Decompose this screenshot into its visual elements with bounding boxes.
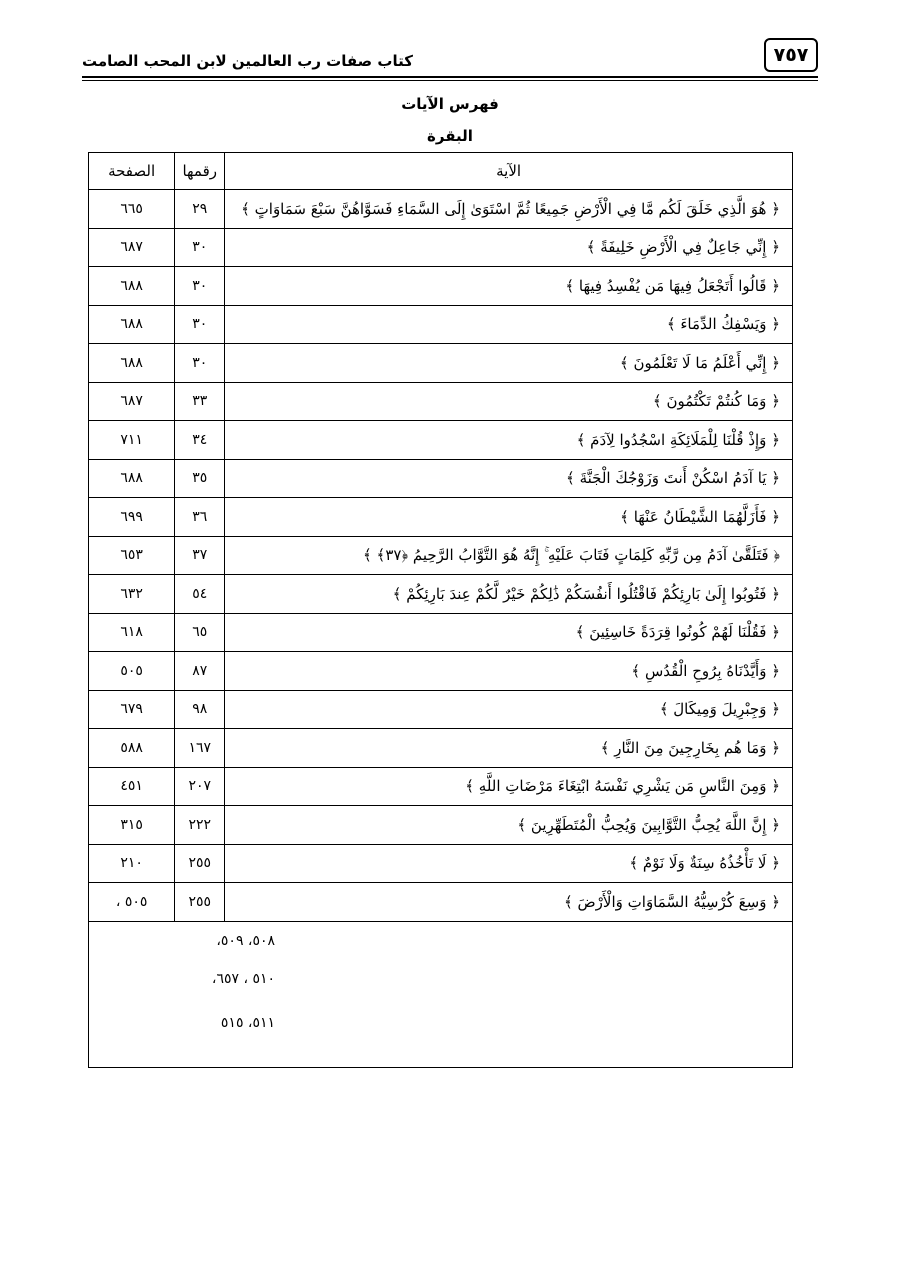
verse-number-cell: ٨٧ bbox=[175, 652, 225, 691]
verse-number-cell: ٢٢٢ bbox=[175, 806, 225, 845]
table-row bbox=[89, 382, 793, 421]
verse-cell: ﴿ وَإِذْ قُلْنَا لِلْمَلَائِكَةِ اسْجُدُوا لِآدَمَ ﴾ bbox=[225, 421, 793, 460]
verse-number-cell: ٢٠٧ bbox=[175, 767, 225, 806]
verse-cell: ﴿ وَأَيَّدْنَاهُ بِرُوحِ الْقُدُسِ ﴾ bbox=[225, 652, 793, 691]
extra-pages-line: ٥١٠ ، ٦٥٧، bbox=[211, 971, 275, 987]
verse-cell: ﴿ هُوَ الَّذِي خَلَقَ لَكُم مَّا فِي الْأَرْضِ جَمِيعًا ثُمَّ اسْتَوَىٰ إِلَى السَّمَاءِ فَسَوَّاهُنَّ سَبْعَ سَمَاوَاتٍ ﴾ bbox=[225, 190, 793, 229]
verse-number-cell: ٩٨ bbox=[175, 690, 225, 729]
verse-number-cell: ٣٦ bbox=[175, 498, 225, 537]
verse-number-cell: ٢٥٥ bbox=[175, 883, 225, 922]
header-page: الصفحة bbox=[89, 153, 175, 190]
page-cell: ٥٠٥ ، bbox=[89, 883, 175, 922]
header-number: رقمها bbox=[175, 153, 225, 190]
table-row bbox=[89, 806, 793, 845]
verse-cell: ﴿ إِنَّ اللَّهَ يُحِبُّ التَّوَّابِينَ وَيُحِبُّ الْمُتَطَهِّرِينَ ﴾ bbox=[225, 806, 793, 845]
page-cell: ٦١٨ bbox=[89, 613, 175, 652]
verse-number-cell: ٢٩ bbox=[175, 190, 225, 229]
header-rule-thin bbox=[82, 80, 818, 81]
verse-number-cell: ٣٥ bbox=[175, 459, 225, 498]
verse-cell: ﴿ وَسِعَ كُرْسِيُّهُ السَّمَاوَاتِ وَالْأَرْضَ ﴾ bbox=[225, 883, 793, 922]
verse-cell: ﴿ قَالُوا أَتَجْعَلُ فِيهَا مَن يُفْسِدُ فِيهَا ﴾ bbox=[225, 267, 793, 306]
table-row bbox=[89, 536, 793, 575]
verse-cell: ﴿ لَا تَأْخُذُهُ سِنَةٌ وَلَا نَوْمٌ ﴾ bbox=[225, 844, 793, 883]
extra-pages-line: ٥١١، ٥١٥ bbox=[220, 1015, 275, 1031]
verse-cell: ﴿ وَيَسْفِكُ الدِّمَاءَ ﴾ bbox=[225, 305, 793, 344]
verse-number-cell: ٣٤ bbox=[175, 421, 225, 460]
table-row bbox=[89, 844, 793, 883]
table-row bbox=[89, 459, 793, 498]
verse-cell: ﴿ وَجِبْرِيلَ وَمِيكَالَ ﴾ bbox=[225, 690, 793, 729]
page-cell: ٦٣٢ bbox=[89, 575, 175, 614]
page-cell: ٣١٥ bbox=[89, 806, 175, 845]
table-header-row bbox=[89, 153, 793, 190]
verse-number-cell: ٦٥ bbox=[175, 613, 225, 652]
table-row bbox=[89, 228, 793, 267]
verse-number-cell: ٣٠ bbox=[175, 344, 225, 383]
table-row bbox=[89, 883, 793, 922]
page-number: ٧٥٧ bbox=[764, 38, 818, 72]
page-cell: ٦٨٨ bbox=[89, 344, 175, 383]
page-cell: ٥٨٨ bbox=[89, 729, 175, 768]
verse-cell: ﴿ فَأَزَلَّهُمَا الشَّيْطَانُ عَنْهَا ﴾ bbox=[225, 498, 793, 537]
table-row bbox=[89, 190, 793, 229]
table-row bbox=[89, 498, 793, 537]
verse-cell: ﴿ إِنِّي أَعْلَمُ مَا لَا تَعْلَمُونَ ﴾ bbox=[225, 344, 793, 383]
verse-number-cell: ٣٠ bbox=[175, 228, 225, 267]
page-cell: ٦٨٨ bbox=[89, 459, 175, 498]
page-cell: ٦٦٥ bbox=[89, 190, 175, 229]
index-title: فهرس الآيات bbox=[401, 95, 499, 113]
page-cell: ٢١٠ bbox=[89, 844, 175, 883]
page-cell: ٦٨٨ bbox=[89, 305, 175, 344]
page-cell: ٦٥٣ bbox=[89, 536, 175, 575]
table-row bbox=[89, 729, 793, 768]
page-cell: ٤٥١ bbox=[89, 767, 175, 806]
verse-cell: ﴿ وَمِنَ النَّاسِ مَن يَشْرِي نَفْسَهُ ابْتِغَاءَ مَرْضَاتِ اللَّهِ ﴾ bbox=[225, 767, 793, 806]
table-row bbox=[89, 767, 793, 806]
verse-number-cell: ١٦٧ bbox=[175, 729, 225, 768]
verse-number-cell: ٣٧ bbox=[175, 536, 225, 575]
verse-cell: ﴿ يَا آدَمُ اسْكُنْ أَنتَ وَزَوْجُكَ الْجَنَّةَ ﴾ bbox=[225, 459, 793, 498]
verse-cell: ﴿ فَقُلْنَا لَهُمْ كُونُوا قِرَدَةً خَاسِئِينَ ﴾ bbox=[225, 613, 793, 652]
verse-cell: ﴿ وَمَا كُنتُمْ تَكْتُمُونَ ﴾ bbox=[225, 382, 793, 421]
verse-number-cell: ٢٥٥ bbox=[175, 844, 225, 883]
verse-number-cell: ٣٣ bbox=[175, 382, 225, 421]
verse-cell: ﴿ وَمَا هُم بِخَارِجِينَ مِنَ النَّارِ ﴾ bbox=[225, 729, 793, 768]
table-row bbox=[89, 305, 793, 344]
surah-title: البقرة bbox=[427, 127, 473, 145]
verse-number-cell: ٣٠ bbox=[175, 305, 225, 344]
verse-index-table bbox=[88, 152, 793, 1068]
page-cell: ٦٨٧ bbox=[89, 382, 175, 421]
verse-cell: ﴿ إِنِّي جَاعِلٌ فِي الْأَرْضِ خَلِيفَةً ﴾ bbox=[225, 228, 793, 267]
header-verse: الآية bbox=[225, 153, 793, 190]
verse-cell: ﴿ فَتُوبُوا إِلَىٰ بَارِئِكُمْ فَاقْتُلُوا أَنفُسَكُمْ ذَٰلِكُمْ خَيْرٌ لَّكُمْ عِندَ بَارِئِكُمْ ﴾ bbox=[225, 575, 793, 614]
table-row bbox=[89, 575, 793, 614]
table-row bbox=[89, 652, 793, 691]
verse-number-cell: ٥٤ bbox=[175, 575, 225, 614]
table-row bbox=[89, 613, 793, 652]
page-cell: ٦٨٧ bbox=[89, 228, 175, 267]
page-cell: ٦٧٩ bbox=[89, 690, 175, 729]
table-row bbox=[89, 421, 793, 460]
verse-cell: ﴿ فَتَلَقَّىٰ آدَمُ مِن رَّبِّهِ كَلِمَاتٍ فَتَابَ عَلَيْهِ ۚ إِنَّهُ هُوَ التَّوَّابُ الرَّحِيمُ ﴿٣٧﴾ ﴾ bbox=[225, 536, 793, 575]
book-title: كتاب صفات رب العالمين لابن المحب الصامت bbox=[82, 52, 413, 70]
table-row bbox=[89, 344, 793, 383]
page-cell: ٧١١ bbox=[89, 421, 175, 460]
header-rule bbox=[82, 76, 818, 78]
table-row bbox=[89, 267, 793, 306]
page-cell: ٥٠٥ bbox=[89, 652, 175, 691]
extra-pages-line: ٥٠٨، ٥٠٩، bbox=[216, 933, 275, 949]
page-header bbox=[82, 38, 818, 78]
verse-number-cell: ٣٠ bbox=[175, 267, 225, 306]
table-row bbox=[89, 690, 793, 729]
page-cell: ٦٨٨ bbox=[89, 267, 175, 306]
page-cell: ٦٩٩ bbox=[89, 498, 175, 537]
